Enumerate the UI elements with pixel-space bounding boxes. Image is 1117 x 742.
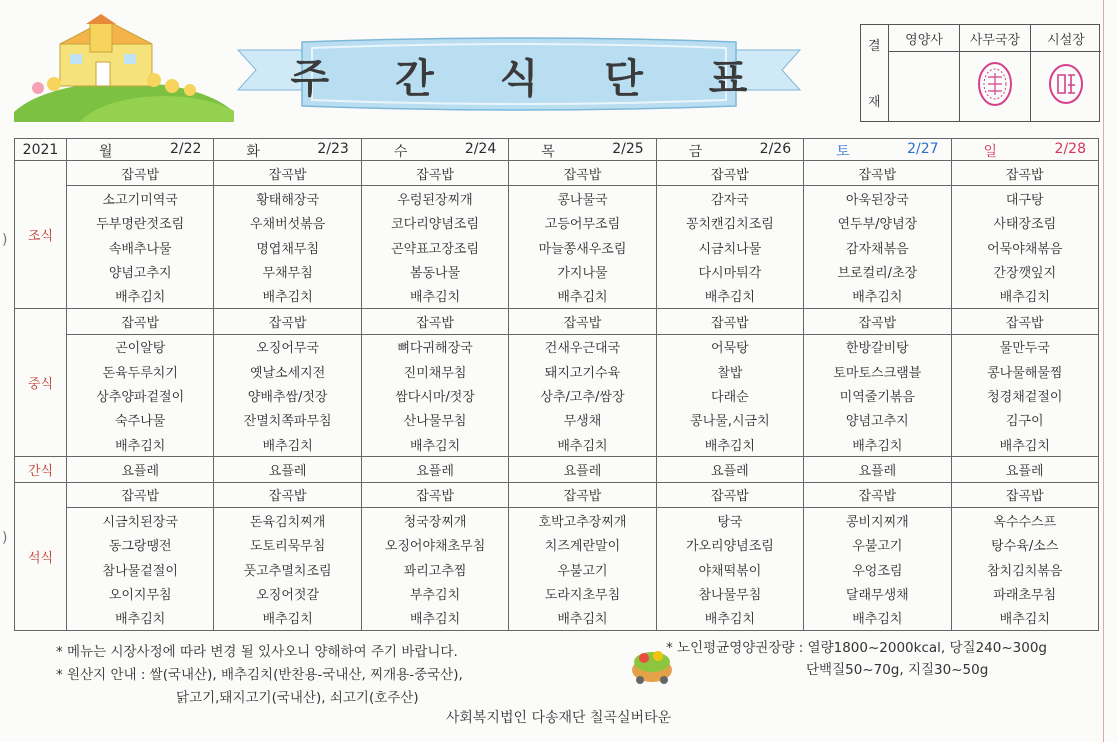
menu-cell: 오징어젓갈 <box>214 581 361 605</box>
approval-box <box>860 24 1100 122</box>
menu-cell: 쌈다시마/젓장 <box>361 383 508 407</box>
menu-cell: 청경채겉절이 <box>951 383 1098 407</box>
menu-cell: 잡곡밥 <box>214 161 361 186</box>
menu-cell: 대구탕 <box>951 186 1098 211</box>
menu-cell: 달래무생채 <box>804 581 951 605</box>
menu-cell: 명엽채무침 <box>214 235 361 259</box>
table-row <box>15 161 1099 186</box>
day-header <box>509 139 656 161</box>
menu-cell: 잡곡밥 <box>67 309 214 334</box>
menu-cell: 잡곡밥 <box>951 482 1098 507</box>
menu-cell: 뼈다귀해장국 <box>361 334 508 359</box>
menu-cell: 두부명란젓조림 <box>67 211 214 235</box>
menu-change-note: * 메뉴는 시장사정에 따라 변경 될 있사오니 양해하여 주기 바랍니다. <box>56 644 458 660</box>
menu-cell: 잡곡밥 <box>361 309 508 334</box>
menu-cell: 양념고추지 <box>67 259 214 283</box>
menu-cell: 잡곡밥 <box>656 161 803 186</box>
menu-cell: 잡곡밥 <box>951 161 1098 186</box>
menu-cell: 상추양파겉절이 <box>67 383 214 407</box>
stamp-seal-icon <box>976 59 1014 109</box>
menu-cell: 오징어무국 <box>214 334 361 359</box>
menu-cell: 배추김치 <box>951 432 1098 457</box>
menu-cell: 오이지무침 <box>67 581 214 605</box>
menu-cell: 간장깻잎지 <box>951 259 1098 283</box>
table-row <box>15 284 1099 309</box>
day-header <box>214 139 361 161</box>
menu-cell: 잡곡밥 <box>214 482 361 507</box>
menu-cell: 상추/고추/쌈장 <box>509 383 656 407</box>
menu-cell: 배추김치 <box>804 432 951 457</box>
menu-cell: 양배추쌈/젓장 <box>214 383 361 407</box>
menu-cell: 잡곡밥 <box>804 482 951 507</box>
menu-cell: 배추김치 <box>804 284 951 309</box>
table-row <box>15 383 1099 407</box>
menu-cell: 우불고기 <box>509 557 656 581</box>
menu-cell: 잡곡밥 <box>804 309 951 334</box>
menu-cell: 가지나물 <box>509 259 656 283</box>
menu-cell: 물만두국 <box>951 334 1098 359</box>
menu-cell: 배추김치 <box>656 284 803 309</box>
approval-col-office-director <box>960 25 1031 121</box>
day-name: 화 <box>246 144 260 160</box>
menu-cell: 가오리양념조림 <box>656 533 803 557</box>
menu-cell: 코다리양념조림 <box>361 211 508 235</box>
meal-label: 간식 <box>15 457 67 482</box>
day-header <box>656 139 803 161</box>
menu-cell: 콩비지찌개 <box>804 508 951 533</box>
day-name: 목 <box>541 144 555 160</box>
menu-cell: 사태장조림 <box>951 211 1098 235</box>
menu-cell: 잡곡밥 <box>951 309 1098 334</box>
menu-cell: 시금치된장국 <box>67 508 214 533</box>
menu-cell: 봄동나물 <box>361 259 508 283</box>
page-edge-line <box>1103 0 1104 742</box>
menu-cell: 우채버섯볶음 <box>214 211 361 235</box>
menu-cell: 다래순 <box>656 383 803 407</box>
menu-cell: 탕국 <box>656 508 803 533</box>
table-row <box>15 533 1099 557</box>
day-date: 2/22 <box>169 141 202 157</box>
menu-cell: 배추김치 <box>804 606 951 631</box>
approval-side-top: 결 <box>868 39 881 54</box>
menu-cell: 배추김치 <box>656 432 803 457</box>
approval-role: 사무국장 <box>960 25 1030 52</box>
menu-cell: 참치김치볶음 <box>951 557 1098 581</box>
menu-cell: 배추김치 <box>656 606 803 631</box>
menu-cell: 곤이알탕 <box>67 334 214 359</box>
menu-cell: 요플레 <box>951 457 1098 482</box>
meal-label: 조식 <box>15 161 67 309</box>
menu-cell: 우엉조림 <box>804 557 951 581</box>
menu-cell: 탕수육/소스 <box>951 533 1098 557</box>
table-row <box>15 408 1099 432</box>
approval-side-label <box>861 25 889 121</box>
day-name: 수 <box>393 144 408 160</box>
house-hill-illustration <box>14 14 234 122</box>
table-row <box>15 457 1099 482</box>
menu-cell: 호박고추장찌개 <box>509 508 656 533</box>
table-row <box>15 186 1099 211</box>
punch-mark: ) <box>2 530 8 546</box>
approval-role: 시설장 <box>1031 25 1101 52</box>
day-header <box>67 139 214 161</box>
menu-cell: 배추김치 <box>509 284 656 309</box>
approval-col-director <box>1031 25 1101 121</box>
menu-cell: 고등어무조림 <box>509 211 656 235</box>
menu-cell: 황태해장국 <box>214 186 361 211</box>
menu-cell: 잡곡밥 <box>509 482 656 507</box>
menu-cell: 꽁치캔김치조림 <box>656 211 803 235</box>
nutrition-note-line2: 단백질50~70g, 지질30~50g <box>806 662 989 678</box>
approval-col-nutritionist <box>889 25 960 121</box>
menu-cell: 산나물무침 <box>361 408 508 432</box>
day-header-saturday <box>804 139 951 161</box>
menu-cell: 잡곡밥 <box>656 309 803 334</box>
day-date: 2/27 <box>907 141 939 157</box>
footer-organization: 사회복지법인 다송재단 칠곡실버타운 <box>445 710 672 726</box>
punch-mark: ) <box>2 232 8 248</box>
title-banner <box>232 28 806 122</box>
menu-cell: 요플레 <box>804 457 951 482</box>
table-row <box>15 606 1099 631</box>
menu-cell: 옛날소세지전 <box>214 359 361 383</box>
menu-cell: 무생채 <box>509 408 656 432</box>
menu-cell: 잡곡밥 <box>361 161 508 186</box>
menu-cell: 치즈계란말이 <box>509 533 656 557</box>
menu-cell: 감자채볶음 <box>804 235 951 259</box>
menu-cell: 돼지고기수육 <box>509 359 656 383</box>
table-row <box>15 235 1099 259</box>
table-row <box>15 508 1099 533</box>
menu-cell: 연두부/양념장 <box>804 211 951 235</box>
menu-cell: 곤약표고장조림 <box>361 235 508 259</box>
table-row <box>15 359 1099 383</box>
table-row <box>15 482 1099 507</box>
day-name: 금 <box>688 144 703 160</box>
menu-cell: 토마토스크램블 <box>804 359 951 383</box>
menu-cell: 야채떡볶이 <box>656 557 803 581</box>
menu-cell: 잡곡밥 <box>804 161 951 186</box>
page-title: 주 간 식 단 표 <box>290 55 774 102</box>
menu-cell: 감자국 <box>656 186 803 211</box>
menu-cell: 브로컬리/초장 <box>804 259 951 283</box>
approval-side-bottom: 재 <box>868 95 881 110</box>
menu-cell: 속배추나물 <box>67 235 214 259</box>
menu-cell: 우불고기 <box>804 533 951 557</box>
menu-cell: 콩나물국 <box>509 186 656 211</box>
table-row <box>15 259 1099 283</box>
menu-cell: 찰밥 <box>656 359 803 383</box>
weekly-menu-table <box>14 138 1099 631</box>
menu-cell: 요플레 <box>67 457 214 482</box>
year-cell: 2021 <box>15 139 67 161</box>
menu-cell: 어묵야채볶음 <box>951 235 1098 259</box>
menu-cell: 배추김치 <box>214 284 361 309</box>
menu-cell: 요플레 <box>656 457 803 482</box>
menu-cell: 잡곡밥 <box>656 482 803 507</box>
menu-cell: 참나물겉절이 <box>67 557 214 581</box>
table-row <box>15 557 1099 581</box>
menu-cell: 배추김치 <box>67 432 214 457</box>
day-header-sunday <box>951 139 1098 161</box>
menu-cell: 숙주나물 <box>67 408 214 432</box>
menu-cell: 배추김치 <box>214 606 361 631</box>
menu-cell: 파래초무침 <box>951 581 1098 605</box>
meal-label: 석식 <box>15 482 67 630</box>
menu-cell: 아욱된장국 <box>804 186 951 211</box>
table-row <box>15 581 1099 605</box>
menu-cell: 잡곡밥 <box>67 482 214 507</box>
origin-note-line2: 닭고기,돼지고기(국내산), 쇠고기(호주산) <box>176 690 419 706</box>
menu-cell: 잡곡밥 <box>509 161 656 186</box>
day-date: 2/26 <box>759 141 792 157</box>
meal-label: 중식 <box>15 309 67 457</box>
table-header-row <box>15 139 1099 161</box>
stamp-seal-icon <box>1047 59 1085 109</box>
menu-cell: 잡곡밥 <box>67 161 214 186</box>
menu-cell: 잡곡밥 <box>509 309 656 334</box>
menu-cell: 부추김치 <box>361 581 508 605</box>
menu-cell: 무채무침 <box>214 259 361 283</box>
menu-cell: 배추김치 <box>67 606 214 631</box>
origin-note-line1: * 원산지 안내 : 쌀(국내산), 배추김치(반찬용-국내산, 찌개용-중국산), <box>56 667 463 683</box>
menu-cell: 우렁된장찌개 <box>361 186 508 211</box>
menu-cell: 꽈리고추찜 <box>361 557 508 581</box>
menu-body <box>15 161 1099 631</box>
menu-cell: 참나물무침 <box>656 581 803 605</box>
menu-cell: 청국장찌개 <box>361 508 508 533</box>
menu-cell: 배추김치 <box>214 432 361 457</box>
menu-cell: 배추김치 <box>951 284 1098 309</box>
table-row <box>15 309 1099 334</box>
menu-cell: 도라지초무침 <box>509 581 656 605</box>
menu-cell: 진미채무침 <box>361 359 508 383</box>
menu-cell: 오징어야채초무침 <box>361 533 508 557</box>
menu-cell: 옥수수스프 <box>951 508 1098 533</box>
menu-cell: 한방갈비탕 <box>804 334 951 359</box>
menu-cell: 잡곡밥 <box>214 309 361 334</box>
menu-cell: 요플레 <box>509 457 656 482</box>
table-row <box>15 334 1099 359</box>
menu-cell: 도토리묵무침 <box>214 533 361 557</box>
day-name: 월 <box>99 144 113 160</box>
menu-cell: 배추김치 <box>361 606 508 631</box>
day-date: 2/25 <box>612 141 644 157</box>
day-date: 2/28 <box>1054 141 1086 157</box>
menu-cell: 어묵탕 <box>656 334 803 359</box>
menu-cell: 잡곡밥 <box>361 482 508 507</box>
day-date: 2/23 <box>317 141 349 157</box>
menu-cell: 시금치나물 <box>656 235 803 259</box>
approval-role: 영양사 <box>889 25 959 52</box>
menu-cell: 소고기미역국 <box>67 186 214 211</box>
day-name: 토 <box>836 144 850 160</box>
menu-cell: 풋고추멸치조림 <box>214 557 361 581</box>
menu-cell: 배추김치 <box>361 284 508 309</box>
menu-cell: 양념고추지 <box>804 408 951 432</box>
day-name: 일 <box>983 144 998 160</box>
menu-cell: 콩나물,시금치 <box>656 408 803 432</box>
menu-cell: 배추김치 <box>509 606 656 631</box>
table-row <box>15 211 1099 235</box>
menu-cell: 요플레 <box>214 457 361 482</box>
menu-cell: 배추김치 <box>509 432 656 457</box>
menu-cell: 돈육두루치기 <box>67 359 214 383</box>
menu-cell: 돈육김치찌개 <box>214 508 361 533</box>
menu-cell: 다시마튀각 <box>656 259 803 283</box>
menu-cell: 마늘쫑새우조림 <box>509 235 656 259</box>
menu-cell: 배추김치 <box>361 432 508 457</box>
menu-cell: 콩나물해물찜 <box>951 359 1098 383</box>
menu-cell: 미역줄기볶음 <box>804 383 951 407</box>
menu-cell: 잔멸치쪽파무침 <box>214 408 361 432</box>
menu-cell: 배추김치 <box>951 606 1098 631</box>
day-date: 2/24 <box>464 141 497 157</box>
day-header <box>361 139 508 161</box>
menu-cell: 건새우근대국 <box>509 334 656 359</box>
table-row <box>15 432 1099 457</box>
nutrition-note-line1: * 노인평균영양권장량 : 열량1800~2000kcal, 당질240~300g <box>666 640 1047 656</box>
menu-cell: 배추김치 <box>67 284 214 309</box>
menu-cell: 요플레 <box>361 457 508 482</box>
menu-cell: 동그랑땡전 <box>67 533 214 557</box>
menu-cell: 김구이 <box>951 408 1098 432</box>
